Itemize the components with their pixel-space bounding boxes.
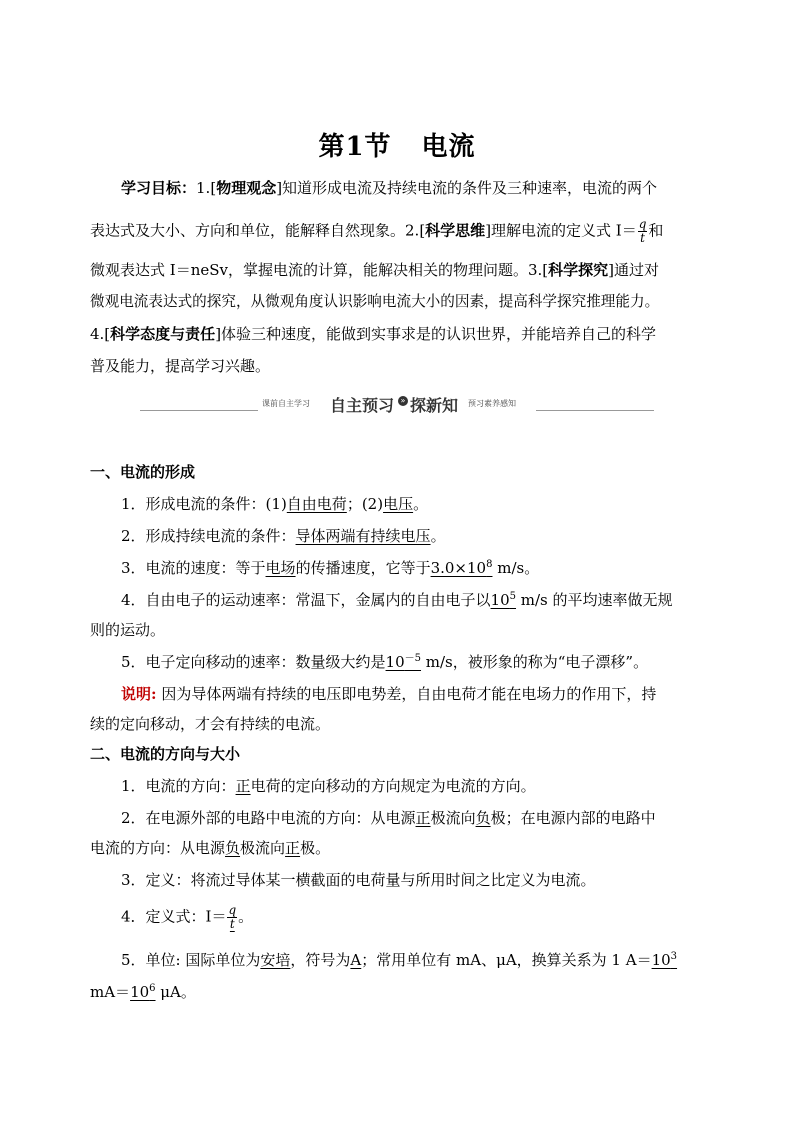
objective-4-text-2: 普及能力，提高学习兴趣。 bbox=[90, 357, 271, 375]
s2-item-5-exponent-3: 3 bbox=[670, 951, 678, 962]
section-1-heading: 一、电流的形成 bbox=[90, 463, 196, 481]
s2-item-5-answer-2: A bbox=[350, 951, 362, 969]
s2-item-4-a: 4．定义式：I＝ bbox=[121, 907, 227, 926]
objectives-line-4 bbox=[90, 292, 659, 312]
s2-item-5-answer-4 bbox=[130, 983, 155, 1001]
s2-item-2-e: 极流向 bbox=[240, 839, 286, 857]
objectives-label: 学习目标： bbox=[121, 179, 197, 197]
s1-item-4-b: m/s 的平均速率做无规 bbox=[516, 591, 673, 609]
note-text-2: 续的定向移动，才会有持续的电流。 bbox=[90, 715, 331, 733]
s1-item-2-answer: 导体两端有持续电压 bbox=[295, 527, 431, 545]
s2-item-1 bbox=[121, 776, 536, 796]
objectives-line-1 bbox=[90, 178, 657, 198]
s1-item-4-answer bbox=[491, 591, 516, 609]
s1-item-2 bbox=[121, 526, 446, 546]
s2-item-5-cont bbox=[90, 982, 196, 1002]
s2-item-3-text: 3．定义：将流过导体某一横截面的电荷量与所用时间之比定义为电流。 bbox=[121, 871, 596, 889]
objectives-line-5 bbox=[90, 324, 656, 344]
s2-item-3 bbox=[121, 870, 596, 890]
s1-item-1-answer-1: 自由电荷 bbox=[286, 495, 347, 513]
s1-item-1-b: ；(2) bbox=[346, 495, 384, 513]
definition-denominator: t bbox=[229, 917, 235, 931]
banner-right-text: 预习素养感知 bbox=[468, 399, 516, 408]
s2-item-2-answer-1: 正 bbox=[415, 809, 431, 827]
s2-item-5-answer-3-base: 10 bbox=[651, 951, 671, 969]
s2-item-4-c: 。 bbox=[238, 907, 254, 926]
s1-item-3-answer-1: 电场 bbox=[265, 559, 296, 577]
fraction-q-over-t bbox=[638, 218, 648, 245]
s1-item-5-b: m/s，被形象的称为“电子漂移”。 bbox=[421, 653, 649, 671]
objective-3-text-2: 微观电流表达式的探究，从微观角度认识影响电流大小的因素，提高科学探究推理能力。 bbox=[90, 293, 660, 310]
s2-item-2-cont bbox=[90, 838, 330, 858]
s2-item-2-answer-4: 正 bbox=[285, 839, 301, 857]
objectives-line-2 bbox=[90, 218, 663, 245]
s1-item-4 bbox=[121, 590, 673, 610]
s1-item-4-cont bbox=[90, 620, 165, 640]
s2-item-5-answer-3 bbox=[652, 951, 677, 969]
s1-note-cont bbox=[90, 714, 330, 734]
section-2-heading: 二、电流的方向与大小 bbox=[90, 745, 241, 763]
s2-item-4 bbox=[121, 904, 253, 931]
s1-item-4-exponent: 5 bbox=[509, 591, 517, 602]
s2-item-5-answer-4-base: 10 bbox=[130, 983, 150, 1001]
banner-arrow-icon: » bbox=[398, 396, 408, 406]
s2-item-5-b: ，符号为 bbox=[290, 951, 351, 969]
fraction-denominator: t bbox=[640, 231, 645, 245]
banner-main-1: 自主预习 bbox=[330, 396, 395, 415]
definition-numerator: q bbox=[228, 903, 237, 917]
banner-left-text: 课前自主学习 bbox=[262, 399, 310, 408]
objective-2-text: ]理解电流的定义式 I＝ bbox=[485, 221, 637, 240]
objective-1-text-2: 表达式及大小、方向和单位，能解释自然现象。2.[ bbox=[90, 221, 426, 240]
s2-item-2-d: 电流的方向：从电源 bbox=[90, 839, 226, 857]
s2-item-1-a: 1．电流的方向： bbox=[121, 777, 236, 795]
s2-item-5-answer-1: 安培 bbox=[260, 951, 291, 969]
s1-item-3-answer-2 bbox=[431, 559, 493, 577]
s2-item-1-b: 电荷的定向移动的方向规定为电流的方向。 bbox=[250, 777, 536, 795]
s1-item-4-answer-base: 10 bbox=[490, 591, 510, 609]
s2-item-5 bbox=[121, 950, 677, 970]
s1-item-2-c: 。 bbox=[430, 527, 446, 545]
s1-item-4-c: 则的运动。 bbox=[90, 621, 166, 639]
s1-item-1-a: 1．形成电流的条件：(1) bbox=[121, 495, 287, 513]
s2-item-5-c: ；常用单位有 mA、μA，换算关系为 1 A＝ bbox=[361, 951, 652, 969]
s2-item-2-c: 极；在电源内部的电路中 bbox=[490, 809, 656, 827]
note-text: 因为导体两端有持续的电压即电势差，自由电荷才能在电场力的作用下，持 bbox=[156, 685, 657, 703]
page-title bbox=[0, 126, 794, 163]
objective-2-text-2: 微观表达式 I＝neSv，掌握电流的计算，能解决相关的物理问题。3.[ bbox=[90, 261, 549, 279]
s2-item-2-f: 极。 bbox=[300, 839, 331, 857]
s1-item-3-b: 的传播速度，它等于 bbox=[295, 559, 431, 577]
s1-item-1-answer-2: 电压 bbox=[383, 495, 414, 513]
s2-item-5-exponent-4: 6 bbox=[149, 983, 156, 994]
s2-item-5-e: μA。 bbox=[155, 983, 196, 1001]
s1-item-2-a: 2．形成持续电流的条件： bbox=[121, 527, 296, 545]
objective-tag-1: 物理观念 bbox=[216, 179, 277, 197]
s2-item-2-b: 极流向 bbox=[430, 809, 476, 827]
objective-1-text: ]知道形成电流及持续电流的条件及三种速率，电流的两个 bbox=[276, 179, 658, 197]
s2-item-2 bbox=[121, 808, 656, 828]
s1-item-1-c: 。 bbox=[413, 495, 429, 513]
s2-item-2-a: 2．在电源外部的电路中电流的方向：从电源 bbox=[121, 809, 416, 827]
s2-item-2-answer-3: 负 bbox=[225, 839, 241, 857]
objectives-line-6 bbox=[90, 356, 270, 376]
fraction-numerator: q bbox=[638, 217, 647, 231]
s2-item-2-answer-2: 负 bbox=[475, 809, 491, 827]
note-label: 说明: bbox=[121, 685, 157, 703]
s1-item-5 bbox=[121, 652, 648, 672]
s2-item-1-answer: 正 bbox=[235, 777, 251, 795]
s1-item-5-exponent: －5 bbox=[404, 653, 422, 664]
section-number: 第1节 bbox=[318, 132, 392, 162]
s2-item-5-d: mA＝ bbox=[90, 983, 131, 1001]
definition-fraction bbox=[227, 904, 237, 931]
objective-tag-3: 科学探究 bbox=[548, 261, 609, 279]
objective-3-text: ]通过对 bbox=[608, 261, 660, 279]
s1-item-4-a: 4．自由电子的运动速率：常温下，金属内的自由电子以 bbox=[121, 591, 491, 609]
s1-item-3-c: m/s。 bbox=[492, 559, 540, 577]
s1-item-3 bbox=[121, 558, 539, 578]
s1-item-5-answer bbox=[386, 653, 421, 671]
objective-tag-2: 科学思维 bbox=[425, 221, 486, 240]
s1-item-5-a: 5．电子定向移动的速率：数量级大约是 bbox=[121, 653, 386, 671]
s1-note bbox=[121, 684, 656, 704]
objective-4-prefix: 4.[ bbox=[90, 325, 111, 343]
s1-item-3-a: 3．电流的速度：等于 bbox=[121, 559, 266, 577]
objective-tag-4: 科学态度与责任 bbox=[110, 325, 216, 343]
s1-item-5-answer-base: 10 bbox=[385, 653, 405, 671]
objective-1-prefix: 1.[ bbox=[196, 179, 217, 197]
s1-item-3-answer-2-base: 3.0×10 bbox=[430, 559, 487, 577]
banner-main-2: 探新知 bbox=[410, 396, 459, 415]
objectives-line-3 bbox=[90, 260, 659, 280]
s2-item-5-a: 5．单位: 国际单位为 bbox=[121, 951, 261, 969]
s1-item-1 bbox=[121, 494, 428, 514]
objective-4-text: ]体验三种速度，能做到实事求是的认识世界，并能培养自己的科学 bbox=[215, 325, 657, 343]
objective-2-and: 和 bbox=[648, 221, 664, 240]
section-name: 电流 bbox=[421, 132, 476, 162]
s1-item-3-exponent: 8 bbox=[486, 559, 493, 570]
section-banner bbox=[140, 393, 654, 413]
